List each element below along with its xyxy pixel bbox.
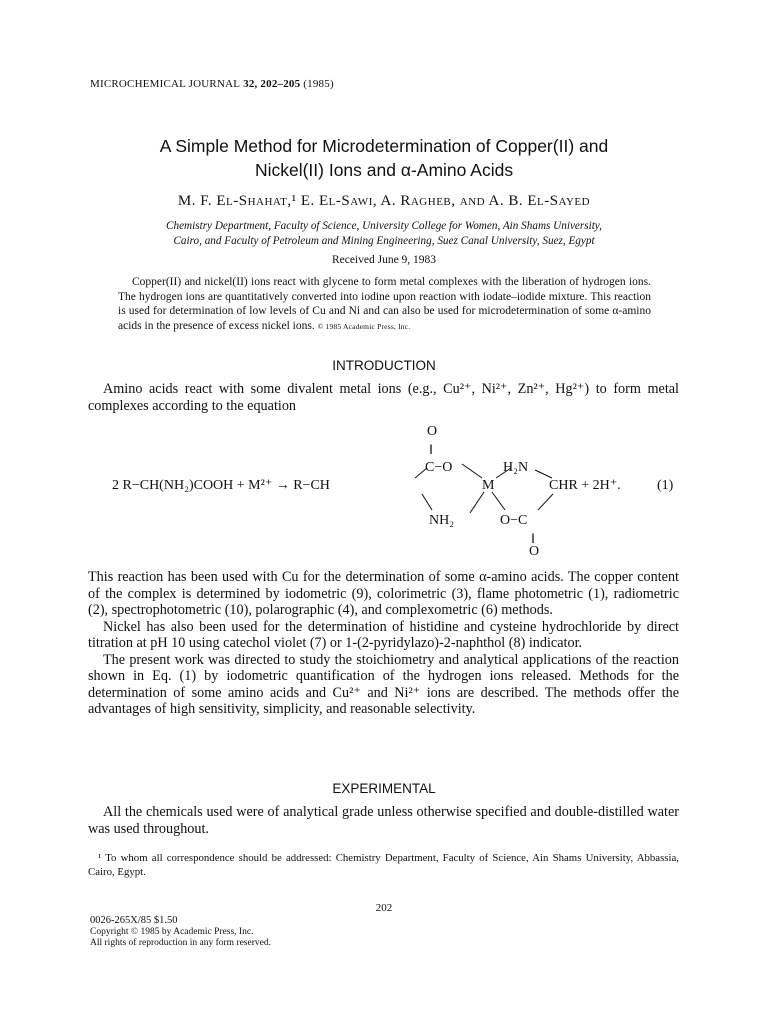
page-number: 202: [375, 902, 393, 914]
eq-c-o-top: C−O: [425, 460, 453, 475]
copyright-block: [90, 915, 271, 950]
eq-bond-h2n-chr: [535, 470, 552, 478]
copyright-line-2: All rights of reproduction in any form reserved.: [90, 938, 271, 948]
received-date: Received June 9, 1983: [331, 254, 437, 266]
intro-p1: Amino acids react with some divalent metal ions (e.g., Cu²⁺, Ni²⁺, Zn²⁺, Hg²⁺) to form metal complexes according to the equation: [88, 381, 679, 414]
eq-double-bond-bottom: ‖: [531, 532, 535, 547]
eq-metal: M: [482, 478, 495, 493]
eq-o-bottom: O: [529, 544, 540, 559]
intro-p2: This reaction has been used with Cu for the determination of some α-amino acids. The copper content of the complex is determined by iodometric (9), colorimetric (3), flame photometric (1), radiometric (2), spectrophotometric (10), polarographic (4), and complexometric (6) methods.: [88, 569, 679, 618]
title-line-2: Nickel(II) Ions and α-Amino Acids: [254, 160, 514, 180]
introduction-heading: INTRODUCTION: [332, 358, 436, 373]
intro-body: [88, 569, 679, 718]
eq-bond-o-m: [462, 464, 482, 478]
journal-name: MICROCHEMICAL JOURNAL: [90, 78, 241, 90]
eq-bond-c-chr: [538, 494, 553, 510]
eq-bond-m-o: [492, 492, 505, 510]
eq-double-bond-top: ‖: [429, 443, 433, 458]
eq-products: CHR + 2H⁺.: [549, 478, 621, 493]
eq-nh2: NH₂: [429, 513, 455, 528]
intro-p3: Nickel has also been used for the determination of histidine and cysteine hydrochloride by direct titration at pH 10 using catechol violet (7) or 1-(2-pyridylazo)-2-naphthol (8) indicator.: [88, 618, 679, 651]
abstract-text: Copper(II) and nickel(II) ions react with glycene to form metal complexes with the liberation of hydrogen ions. The hydrogen ions are quantitatively converted into iodine upon reaction with iodate–iodide mixture. This reaction is used for determination of low levels of Cu and Ni and can also be used for microdetermination of some α-amino acids in the presence of excess nickel ions.: [118, 276, 651, 332]
abstract-copyright: © 1985 Academic Press, Inc.: [317, 321, 411, 331]
affiliation: [70, 219, 698, 249]
equation-1: [0, 410, 768, 570]
abstract: [118, 275, 651, 334]
copyright-price: 0026-265X/85 $1.50: [90, 915, 178, 926]
affiliation-line-2: Cairo, and Faculty of Petroleum and Mining Engineering, Suez Canal University, Suez, Egypt: [173, 235, 595, 247]
eq-o-top: O: [427, 424, 438, 439]
author-list: M. F. El-Shahat,¹ E. El-Sawi, A. Ragheb, and A. B. El-Sayed: [177, 193, 591, 209]
footnote: ¹ To whom all correspondence should be addressed: Chemistry Department, Faculty of Science, Ain Shams University, Abbassia, Cairo, Egypt.: [88, 852, 679, 878]
article-title: [60, 134, 708, 182]
eq-reactants: 2 R−CH(NH₂)COOH + M²⁺ → R−CH: [112, 478, 330, 493]
title-line-1: A Simple Method for Microdetermination of Copper(II) and: [159, 136, 609, 156]
experimental-heading: EXPERIMENTAL: [332, 781, 436, 796]
eq-o-c-bottom: O−C: [500, 513, 528, 528]
experimental-p1: All the chemicals used were of analytical grade unless otherwise specified and double-distilled water was used throughout.: [88, 804, 679, 837]
journal-volume-pages: 32, 202–205: [243, 78, 301, 90]
eq-number: (1): [657, 478, 674, 493]
experimental-body: [88, 804, 679, 837]
copyright-line-1: Copyright © 1985 by Academic Press, Inc.: [90, 926, 254, 937]
eq-bond-nh2-m: [470, 492, 484, 513]
eq-h2n: H₂N: [503, 460, 529, 475]
eq-bond-ch-nh2: [422, 494, 432, 510]
journal-header: [90, 78, 334, 90]
journal-year: (1985): [303, 78, 334, 90]
affiliation-line-1: Chemistry Department, Faculty of Science, University College for Women, Ain Shams University,: [166, 220, 602, 232]
intro-p4: The present work was directed to study the stoichiometry and analytical applications of the reaction shown in Eq. (1) by iodometric quantification of the hydrogen ions released. Methods for the determination of some amino acids and Cu²⁺ and Ni²⁺ ions are described. The methods offer the advantages of high sensitivity, simplicity, and reasonable selectivity.: [88, 651, 679, 717]
